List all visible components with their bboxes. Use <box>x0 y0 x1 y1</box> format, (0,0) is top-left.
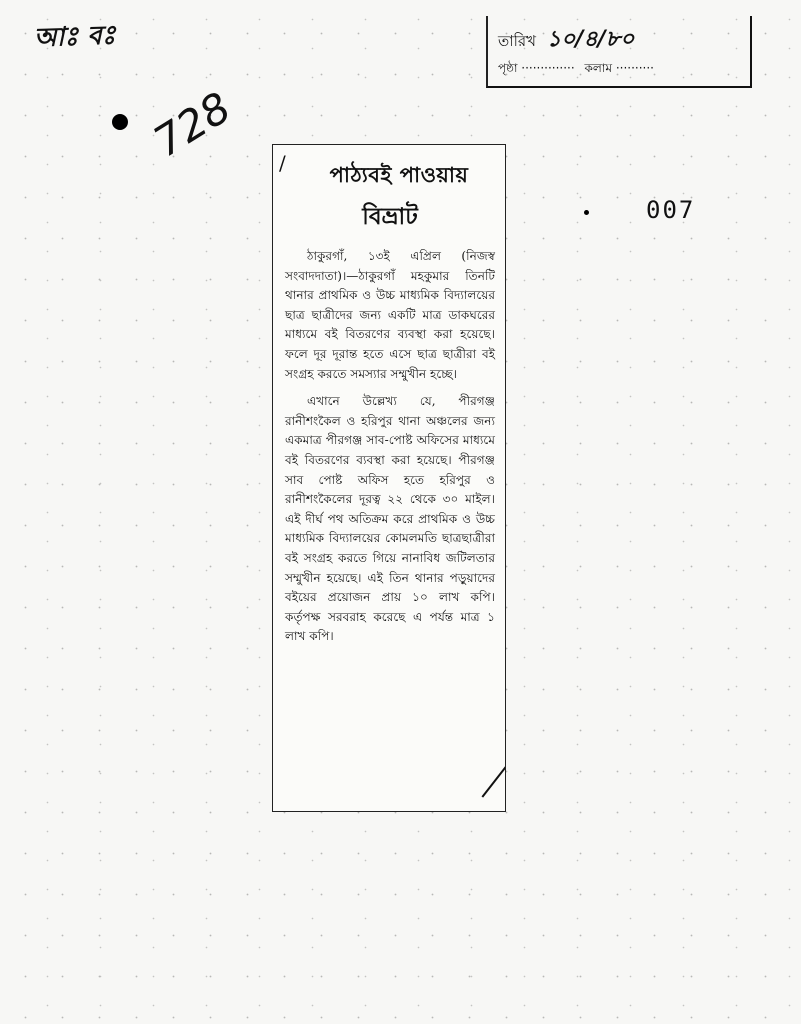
stamp-column-label: কলাম <box>584 61 612 75</box>
article-title-line1: পাঠ্যবই পাওয়ায় <box>329 162 469 187</box>
article-title-line2: বিভ্রাট <box>362 203 418 230</box>
article-paragraph-1: ঠাকুরগাঁ, ১৩ই এপ্রিল (নিজস্ব সংবাদদাতা)।—ঠাকুরগাঁ মহকুমার তিনটি থানার প্রাথমিক ও উচ্চ মাধ্যমিক বিদ্যালয়ের ছাত্র ছাত্রীদের জন্য একটি মাত্র ডাকঘরের মাধ্যমে বই বিতরণের ব্যবস্থা করা হয়েছে। ফলে দূর দূরান্ত হতে এসে ছাত্র ছাত্রীরা বই সংগ্রহ করতে সমস্যার সম্মুখীন হচ্ছে। <box>285 249 495 381</box>
clip-corner-mark: / <box>279 151 286 175</box>
clip-end-stroke <box>482 766 506 797</box>
stamp-date-value: ১০/৪/৮০ <box>546 27 635 52</box>
article-paragraph-2: এখানে উল্লেখ্য যে, পীরগঞ্জ রানীশংকৈল ও হরিপুর থানা অঞ্চলের জন্য একমাত্র পীরগঞ্জ সাব-পোষ্ট অফিসের মাধ্যমে বই বিতরণের ব্যবস্থা করা হয়েছে। পীরগঞ্জ সাব পোষ্ট অফিস হতে হরিপুর ও রানীশংকৈলের দূরত্ব ২২ থেকে ৩০ মাইল। এই দীর্ঘ পথ অতিক্রম করে প্রাথমিক ও উচ্চ মাধ্যমিক বিদ্যালয়ের কোমলমতি ছাত্রছাত্রীরা বই সংগ্রহ করতে গিয়ে নানাবিধ জটিলতার সম্মুখীন হয়েছে। এই তিন থানার পড়ুয়াদের বইয়ের প্রয়োজন প্রায় ১০ লাখ কপি। কর্তৃপক্ষ সরবরাহ করেছে এ পর্যন্ত মাত্র ১ লাখ কপি। <box>285 394 495 644</box>
stamp-page-row <box>498 60 654 80</box>
small-ink-dot <box>584 210 589 215</box>
handwritten-number: 728 <box>145 82 240 167</box>
ink-dot <box>112 114 128 130</box>
stamp-page-label: পৃষ্ঠা <box>498 61 518 75</box>
page-code: 007 <box>646 196 696 224</box>
newspaper-clipping <box>272 144 506 812</box>
stamp-date-label: তারিখ <box>498 32 536 50</box>
stamp-dots: ·············· <box>521 61 575 75</box>
stamp-dots-2: ·········· <box>615 61 654 75</box>
stamp-date-row <box>498 22 634 59</box>
handwritten-source-note: আঃ বঃ <box>33 20 117 54</box>
date-stamp-box <box>486 16 752 88</box>
